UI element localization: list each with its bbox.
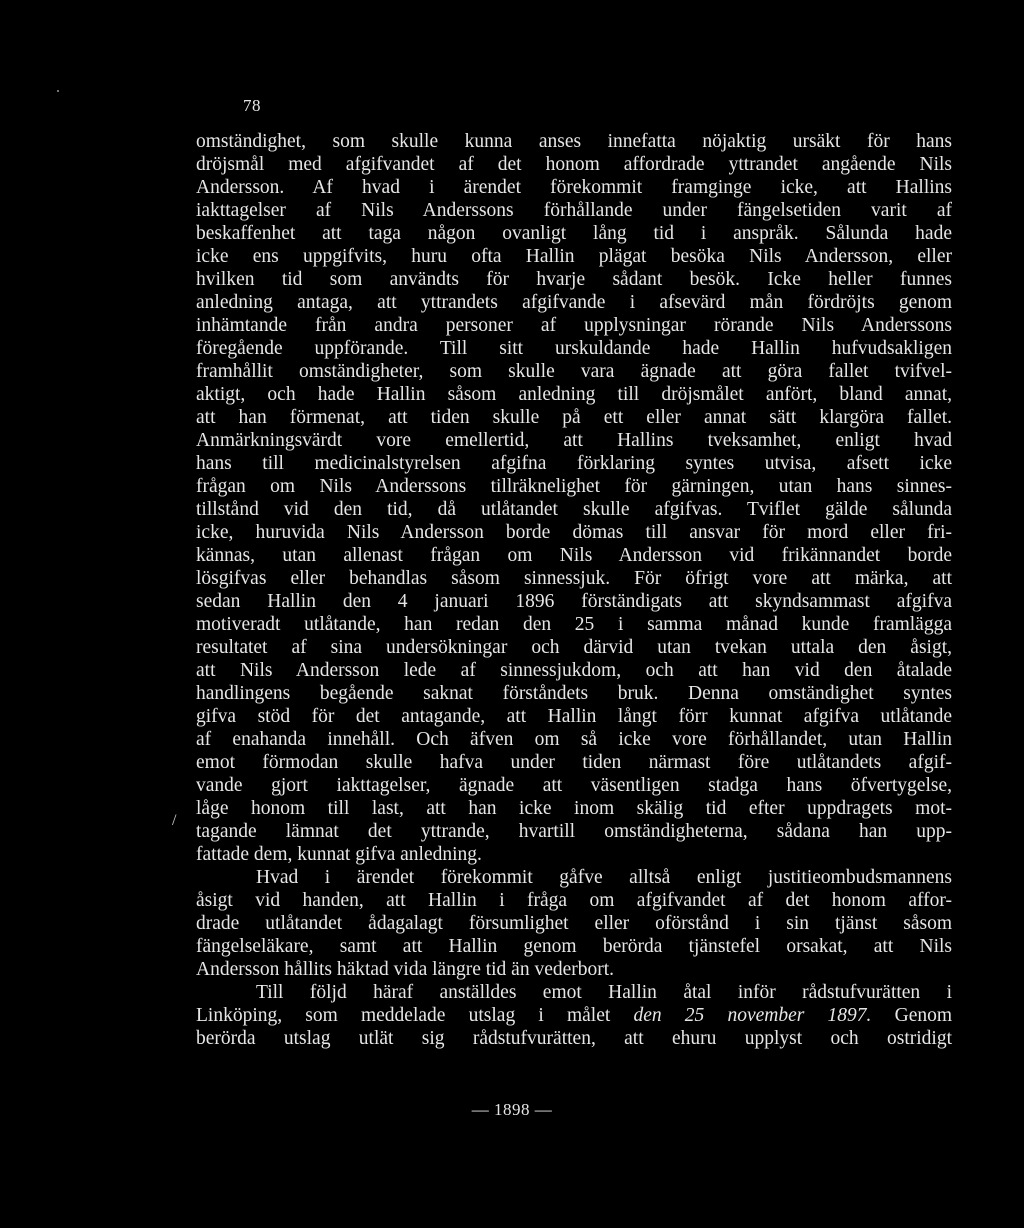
text-line: vande gjort iakttagelser, ägnade att väsentligen stadga hans öfvertygelse, — [196, 775, 952, 796]
text-line: emot förmodan skulle hafva under tiden närmast före utlåtandets afgif- — [196, 752, 952, 773]
footer-year: — 1898 — — [471, 1100, 553, 1119]
line-text: Genom — [894, 1005, 953, 1026]
text-line: hvilken tid som användts för hvarje sådant besök. Icke heller funnes — [196, 269, 952, 290]
line-text: Linköping, som meddelade utslag i målet — [196, 1005, 611, 1026]
text-line: fattade dem, kunnat gifva anledning. — [196, 844, 482, 865]
text-line: tillstånd vid den tid, då utlåtandet skulle afgifvas. Tviflet gälde sålunda — [196, 499, 952, 520]
text-line: fängelseläkare, samt att Hallin genom berörda tjänstefel orsakat, att Nils — [196, 936, 952, 957]
text-line: iakttagelser af Nils Anderssons förhållande under fängelsetiden varit af — [196, 200, 952, 221]
text-line: beskaffenhet att taga någon ovanligt lång tid i anspråk. Sålunda hade — [196, 223, 952, 244]
text-line: motiveradt utlåtande, han redan den 25 i samma månad kunde framlägga — [196, 614, 952, 635]
text-line: hans till medicinalstyrelsen afgifna förklaring syntes utvisa, afsett icke — [196, 453, 952, 474]
text-line: Anmärkningsvärdt vore emellertid, att Hallins tveksamhet, enligt hvad — [196, 430, 952, 451]
paragraph-first-line: Till följd häraf anställdes emot Hallin åtal inför rådstufvurätten i — [256, 982, 952, 1003]
text-line: åsigt vid handen, att Hallin i fråga om afgifvandet af det honom affor- — [196, 890, 952, 911]
text-line: föregående uppförande. Till sitt urskuldande hade Hallin hufvudsakligen — [196, 338, 952, 359]
text-line: inhämtande från andra personer af upplysningar rörande Nils Anderssons — [196, 315, 952, 336]
page-number: 78 — [243, 96, 261, 115]
text-line: låge honom till last, att han icke inom skälig tid efter uppdragets mot- — [196, 798, 952, 819]
text-line: tagande lämnat det yttrande, hvartill omständigheterna, sådana han upp- — [196, 821, 952, 842]
text-line: dröjsmål med afgifvandet af det honom affordrade yttrandet angående Nils — [196, 154, 952, 175]
text-line: framhållit omständigheter, som skulle vara ägnade att göra fallet tvifvel- — [196, 361, 952, 382]
text-line: af enahanda innehåll. Och äfven om så icke vore förhållandet, utan Hallin — [196, 729, 952, 750]
text-line: frågan om Nils Anderssons tillräknelighet för gärningen, utan hans sinnes- — [196, 476, 952, 497]
text-line: lösgifvas eller behandlas såsom sinnessjuk. För öfrigt vore att märka, att — [196, 568, 952, 589]
text-line: att Nils Andersson lede af sinnessjukdom, och att han vid den åtalade — [196, 660, 952, 681]
paragraph-first-line: Hvad i ärendet förekommit gåfve alltså enligt justitieombudsmannens — [256, 867, 952, 888]
text-line: icke ens uppgifvits, huru ofta Hallin plägat besöka Nils Andersson, eller — [196, 246, 952, 267]
text-line: kännas, utan allenast frågan om Nils Andersson vid frikännandet borde — [196, 545, 952, 566]
text-line: Andersson. Af hvad i ärendet förekommit framginge icke, att Hallins — [196, 177, 952, 198]
text-line: anledning antaga, att yttrandets afgifvande i afsevärd mån fördröjts genom — [196, 292, 952, 313]
margin-mark: / — [172, 812, 177, 829]
text-line: omständighet, som skulle kunna anses innefatta nöjaktig ursäkt för hans — [196, 131, 952, 152]
body-text — [196, 130, 952, 1050]
text-line: Andersson hållits häktad vida längre tid än vederbort. — [196, 959, 615, 980]
text-line: aktigt, och hade Hallin såsom anledning till dröjsmålet anfört, bland annat, — [196, 384, 952, 405]
text-line: icke, huruvida Nils Andersson borde dömas till ansvar för mord eller fri- — [196, 522, 952, 543]
judgment-date: den 25 november 1897. — [633, 1005, 872, 1026]
text-line: gifva stöd för det antagande, att Hallin långt förr kunnat afgifva utlåtande — [196, 706, 952, 727]
text-line: resultatet af sina undersökningar och därvid utan tvekan uttala den åsigt, — [196, 637, 952, 658]
text-line: sedan Hallin den 4 januari 1896 förständigats att skyndsammast afgifva — [196, 591, 952, 612]
text-line: handlingens begående saknat förståndets bruk. Denna omständighet syntes — [196, 683, 952, 704]
scan-speck — [57, 90, 59, 92]
text-line: berörda utslag utlät sig rådstufvurätten, att ehuru upplyst och ostridigt — [196, 1028, 952, 1049]
text-line: drade utlåtandet ådagalagt försumlighet eller oförstånd i sin tjänst såsom — [196, 913, 952, 934]
text-line-with-date — [196, 1004, 952, 1027]
text-line: att han förmenat, att tiden skulle på ett eller annat sätt klargöra fallet. — [196, 407, 952, 428]
